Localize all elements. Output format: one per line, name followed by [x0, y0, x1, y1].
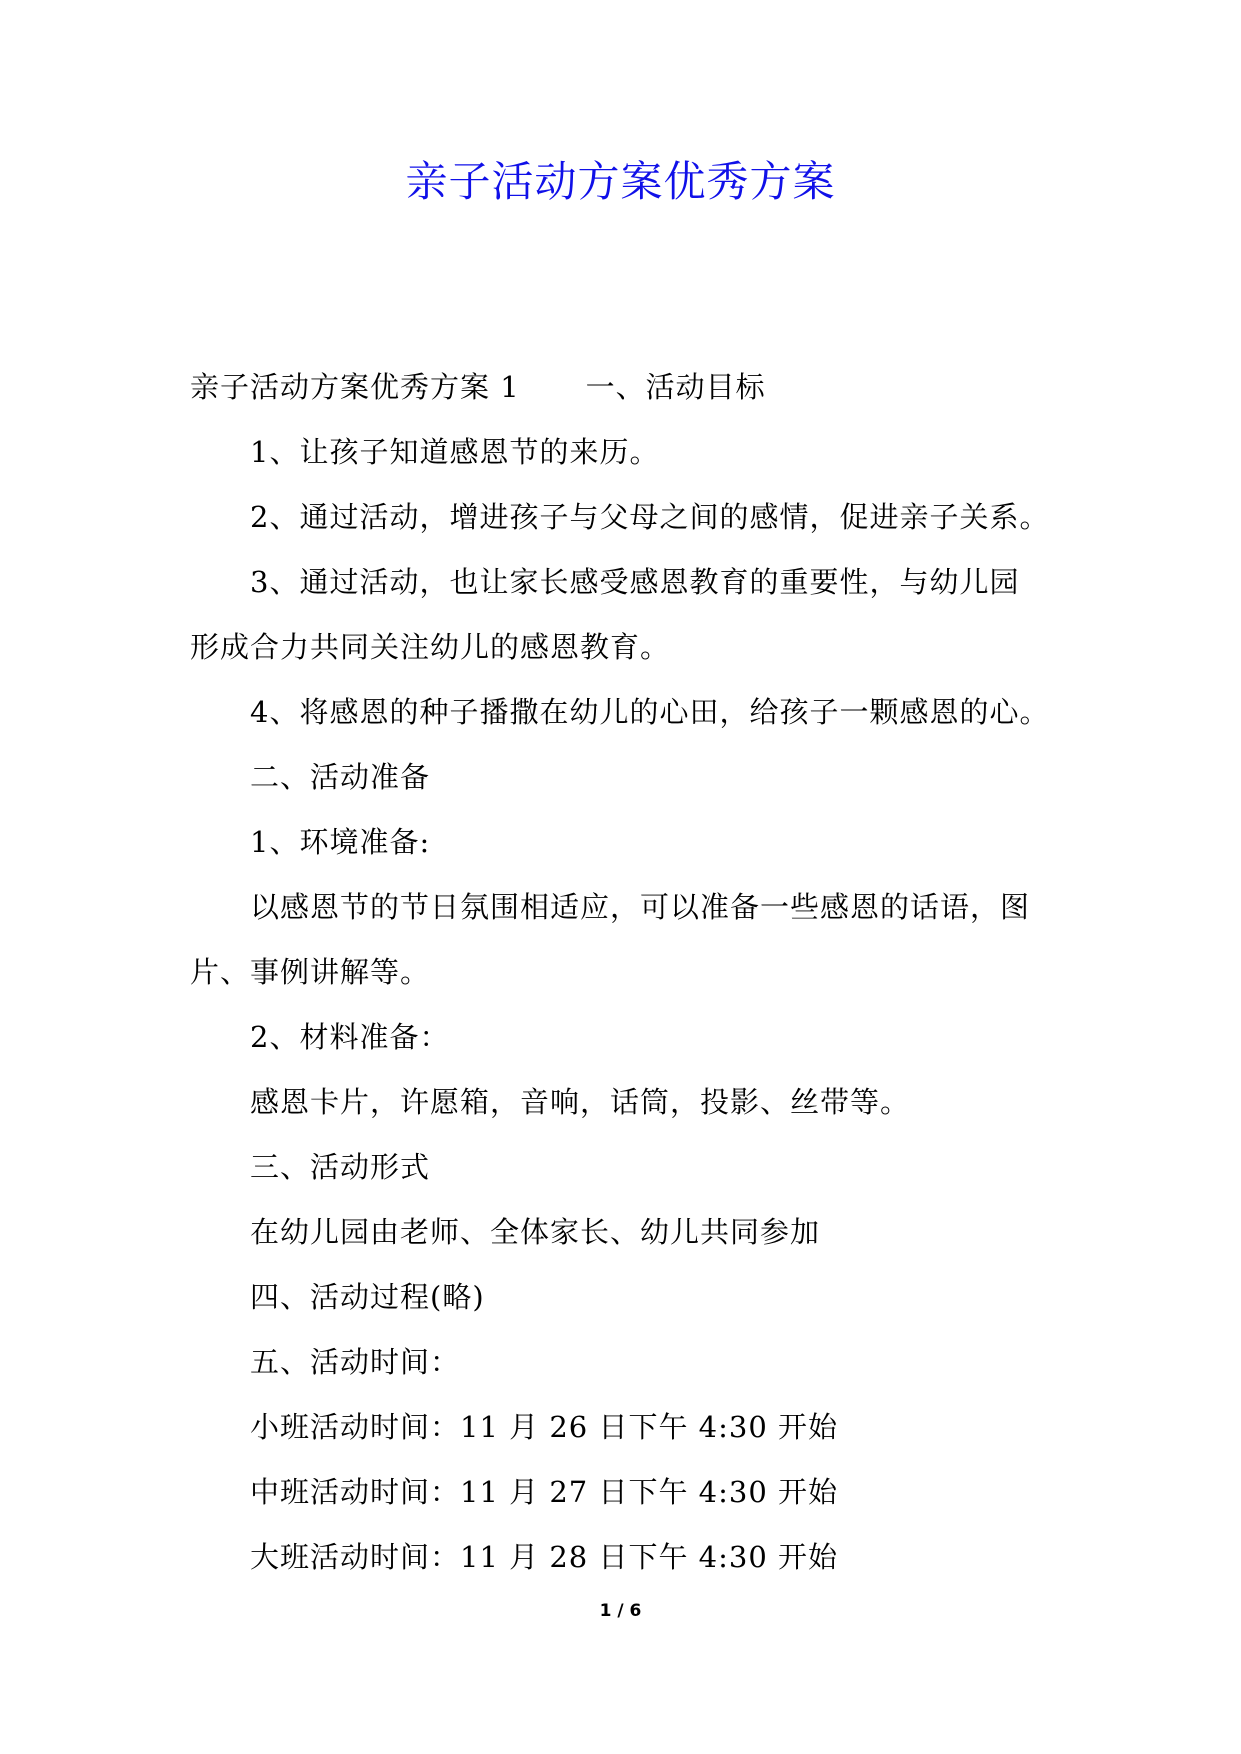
section-heading: 一、活动目标: [585, 370, 766, 404]
paragraph: 2、材料准备：: [250, 1020, 450, 1054]
paragraph: 4、将感恩的种子播撒在幼儿的心田，给孩子一颗感恩的心。: [250, 695, 1050, 729]
paragraph: 感恩卡片，许愿箱，音响，话筒，投影、丝带等。: [250, 1085, 911, 1119]
section-heading: 四、活动过程(略): [250, 1280, 485, 1314]
paragraph: 3、通过活动，也让家长感受感恩教育的重要性，与幼儿园: [250, 565, 1020, 599]
section-heading-line: [190, 355, 1080, 420]
paragraph: 在幼儿园由老师、全体家长、幼儿共同参加: [250, 1215, 821, 1249]
page-number: 1 / 6: [599, 1601, 642, 1621]
section-heading: 三、活动形式: [250, 1150, 431, 1184]
paragraph: 以感恩节的节日氛围相适应，可以准备一些感恩的话语，图: [250, 890, 1031, 924]
document-subtitle: 亲子活动方案优秀方案 1: [190, 370, 520, 404]
paragraph-continuation: 片、事例讲解等。: [190, 955, 431, 989]
schedule-line: 大班活动时间：11 月 28 日下午 4:30 开始: [250, 1540, 839, 1574]
schedule-line: 小班活动时间：11 月 26 日下午 4:30 开始: [250, 1410, 839, 1444]
section-heading: 二、活动准备: [250, 760, 431, 794]
paragraph: 2、通过活动，增进孩子与父母之间的感情，促进亲子关系。: [250, 500, 1050, 534]
schedule-line: 中班活动时间：11 月 27 日下午 4:30 开始: [250, 1475, 839, 1509]
page-title: 亲子活动方案优秀方案: [405, 157, 836, 206]
document-body: [190, 355, 1080, 1590]
paragraph: 1、让孩子知道感恩节的来历。: [250, 435, 660, 469]
section-heading: 五、活动时间：: [250, 1345, 461, 1379]
paragraph: 1、环境准备:: [250, 825, 431, 859]
paragraph-continuation: 形成合力共同关注幼儿的感恩教育。: [190, 630, 671, 664]
